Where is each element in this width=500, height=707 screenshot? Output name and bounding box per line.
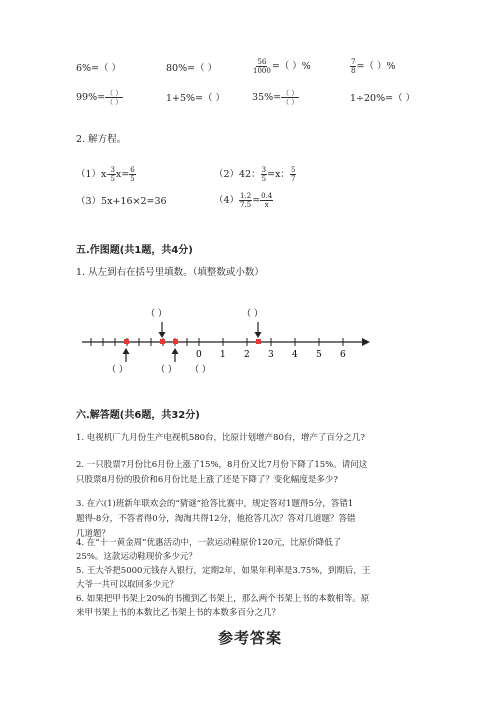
bottom-blanks: [107, 364, 211, 375]
calc-item-4: $\frac{7}{8}$ =（ ）%: [351, 58, 396, 75]
red-point-2: [160, 339, 165, 344]
red-point-3: [173, 339, 178, 344]
tick-label-1: 1: [220, 350, 226, 360]
tick-label-3: 3: [268, 350, 274, 360]
calc-item-5: 99%= $\frac{( )}{( )}$: [76, 89, 123, 106]
blank-top-1: （ ）: [146, 309, 167, 319]
question-1: 1. 电视机厂九月份生产电视机580台，比原计划增产80台，增产了百分之几?: [76, 433, 365, 443]
question-5-line-2: 大爷一共可以取回多少元？: [76, 580, 179, 590]
blank-bottom-2: （ ）: [156, 365, 177, 375]
blank-top-2: （ ）: [242, 309, 263, 319]
calc-item-8: 1÷20%=（ ）: [350, 93, 416, 104]
up-arrows: [123, 348, 179, 362]
blank-bottom-3: （ ）: [190, 365, 211, 375]
tick-label-0: 0: [196, 350, 202, 360]
question-3-line-3: 几道题？: [76, 529, 111, 539]
section-5-title: 五.作图题(共1题，共4分): [76, 245, 193, 256]
equation-1: （1）x- $\frac{3}{5}$ x= $\frac{6}{5}$: [76, 166, 135, 183]
equation-2: （2）42： $\frac{3}{5}$ =x： $\frac{5}{7}$: [214, 166, 296, 183]
tick-label-2: 2: [244, 350, 250, 360]
calc-item-3: $\frac{56}{1000}$ =（ ）%: [253, 58, 311, 75]
down-arrows: [159, 322, 262, 338]
fraction: $\frac{3}{5}$: [261, 166, 267, 183]
question-3-line-1: 3. 在六(1)班新年联欢会的“猜谜”抢答比赛中，规定答对1题得5分，答错1: [76, 499, 354, 509]
fraction: $\frac{5}{7}$: [290, 166, 296, 183]
blank-bottom-1: （ ）: [107, 365, 128, 375]
question-4-line-1: 4. 在“十一黄金周”优惠活动中，一款运动鞋原价120元，比原价降低了: [76, 538, 342, 548]
fraction: $\frac{7}{8}$: [351, 58, 356, 75]
question-6-line-1: 6. 如果把甲书架上20%的书搬到乙书架上，那么两个书架上书的本数相等。原: [76, 594, 370, 604]
equations-heading: 2. 解方程。: [76, 134, 127, 145]
fraction: $\frac{6}{5}$: [130, 166, 135, 183]
section-6-title: 六.解答题(共6题，共32分): [76, 410, 200, 421]
section-5-question-1: 1. 从左到右在括号里填数。（填整数或小数）: [76, 267, 264, 278]
fraction: $\frac{1.2}{7.5}$: [240, 192, 252, 209]
fraction: $\frac{56}{1000}$: [253, 58, 271, 75]
question-3-line-2: 题得-8分，不答者得0分，淘淘共得12分，他抢答几次？答对几道题？答错: [76, 514, 356, 524]
fraction: $\frac{0.4}{x}$: [261, 192, 273, 209]
calc-item-1: 6%=（ ）: [76, 63, 122, 74]
fraction: $\frac{( )}{( )}$: [282, 89, 299, 106]
question-5-line-1: 5. 王大爷把5000元钱存入银行，定期2年，如果年利率是3.75%，到期后，王: [76, 566, 371, 576]
question-2-line-2: 只股票8月份的股价和6月份比是上涨了还是下降了？变化幅度是多少?: [76, 475, 338, 485]
equation-3: （3）5x+16×2=36: [76, 196, 167, 207]
tick-label-6: 6: [340, 350, 346, 360]
fraction: $\frac{( )}{( )}$: [106, 89, 123, 106]
calc-item-2: 80%=（ ）: [166, 63, 218, 74]
number-line-labels: [196, 350, 346, 360]
top-blanks: [146, 308, 263, 319]
equation-4: （4） $\frac{1.2}{7.5}$ = $\frac{0.4}{x}$: [214, 192, 273, 209]
tick-label-4: 4: [292, 350, 298, 360]
question-2-line-1: 2. 一只股票7月份比6月份上涨了15%，8月份又比7月份下降了15%。请问这: [76, 460, 368, 470]
calc-item-6: 1+5%=（ ）: [166, 93, 226, 104]
red-point-1: [124, 339, 129, 344]
tick-label-5: 5: [316, 350, 322, 360]
fraction: $\frac{3}{5}$: [110, 166, 115, 183]
calc-item-7: 35%= $\frac{( )}{( )}$: [252, 89, 299, 106]
question-6-line-2: 来甲书架上书的本数比乙书架上书的本数多百分之几？: [76, 608, 281, 618]
question-4-line-2: 25%。这款运动鞋现价多少元？: [76, 552, 197, 562]
red-point-4: [256, 339, 261, 344]
number-line: [0, 300, 500, 380]
answers-title: 参考答案: [217, 629, 282, 647]
